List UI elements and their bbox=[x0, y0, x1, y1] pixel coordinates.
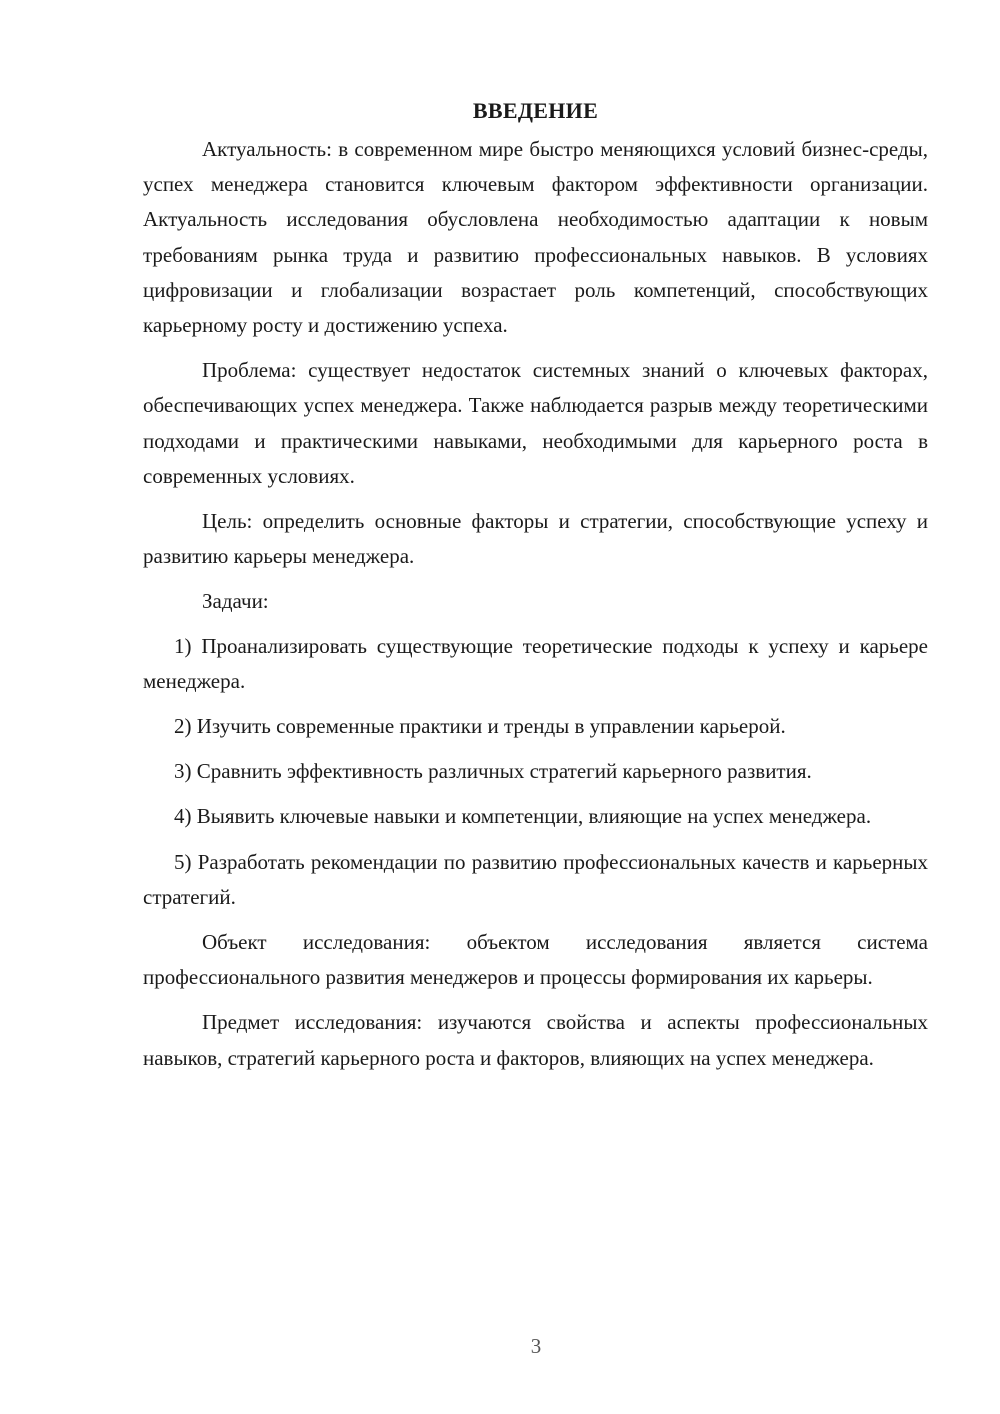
paragraph-object: Объект исследования: объектом исследования является система профессионального развития менеджеров и процессы формирования их карьеры. bbox=[143, 930, 928, 990]
task-item-4: 4) Выявить ключевые навыки и компетенции, влияющие на успех менеджера. bbox=[174, 804, 872, 829]
paragraph-problem: Проблема: существует недостаток системных знаний о ключевых факторах, обеспечивающих успех менеджера. Также наблюдается разрыв между теоретическими подходами и практическими навыками, необходимыми для карьерного роста в современных условиях. bbox=[143, 358, 928, 488]
task-item-1: 1) Проанализировать существующие теоретические подходы к успеху и карьере менеджера. bbox=[143, 633, 928, 693]
task-item-3: 3) Сравнить эффективность различных стратегий карьерного развития. bbox=[174, 759, 812, 784]
task-item-2: 2) Изучить современные практики и тренды в управлении карьерой. bbox=[174, 714, 786, 739]
tasks-heading: Задачи: bbox=[202, 589, 269, 614]
paragraph-goal: Цель: определить основные факторы и стратегии, способствующие успеху и развитию карьеры менеджера. bbox=[143, 509, 928, 569]
paragraph-subject: Предмет исследования: изучаются свойства и аспекты профессиональных навыков, стратегий карьерного роста и факторов, влияющих на успех менеджера. bbox=[143, 1010, 928, 1070]
document-content bbox=[143, 94, 928, 1086]
page-number: 3 bbox=[530, 1334, 542, 1358]
paragraph-relevance: Актуальность: в современном мире быстро меняющихся условий бизнес-среды, успех менеджера становится ключевым фактором эффективности организации. Актуальность исследования обусловлена необходимостью адаптации к новым требованиям рынка труда и развитию профессиональных навыков. В условиях цифровизации и глобализации возрастает роль компетенций, способствующих карьерному росту и достижению успеха. bbox=[143, 137, 928, 338]
section-title: ВВЕДЕНИЕ bbox=[472, 98, 599, 123]
task-item-5: 5) Разработать рекомендации по развитию профессиональных качеств и карьерных стратегий. bbox=[143, 849, 928, 909]
